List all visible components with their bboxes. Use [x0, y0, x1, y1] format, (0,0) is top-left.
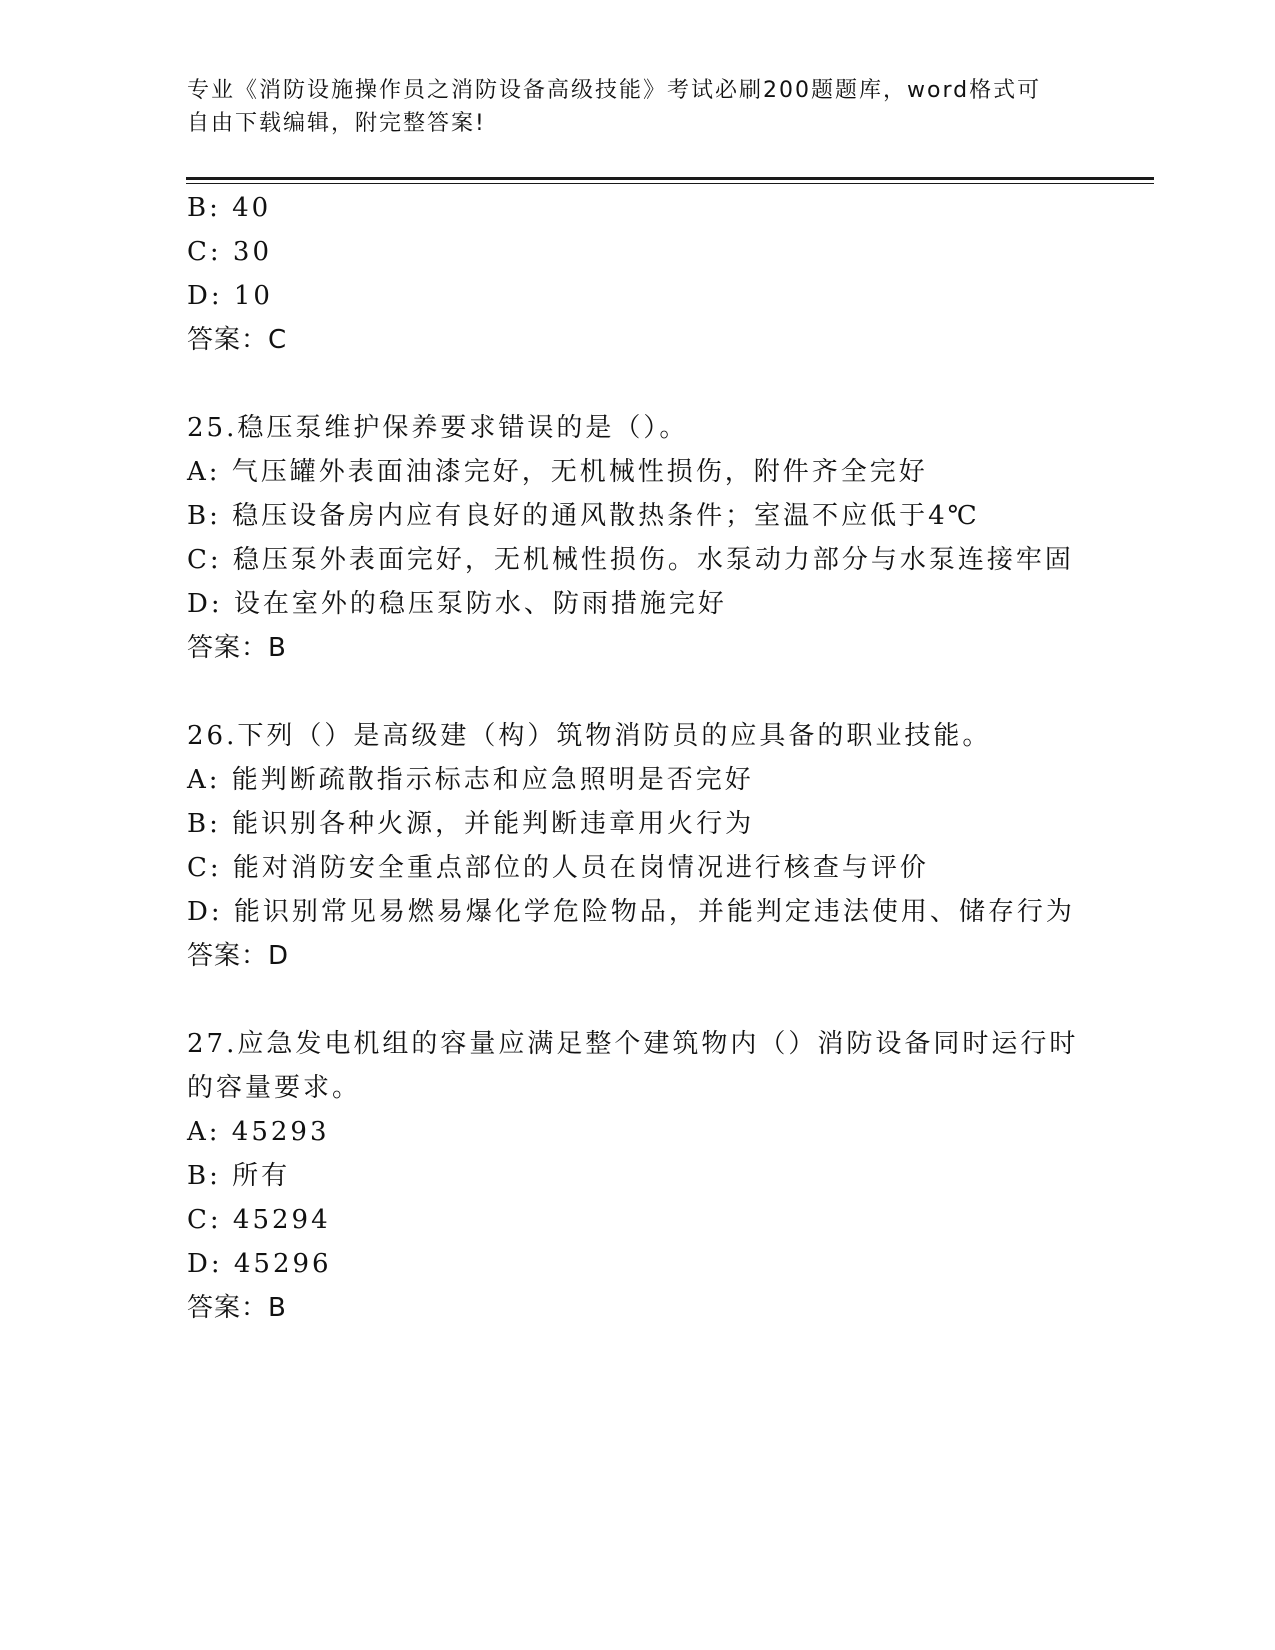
header-line-2: 自由下载编辑，附完整答案! [187, 111, 486, 136]
header-divider-thick [186, 177, 1154, 180]
q25-option-b: B: 稳压设备房内应有良好的通风散热条件；室温不应低于4℃ [187, 501, 980, 531]
header-line-1: 专业《消防设施操作员之消防设备高级技能》考试必刷200题题库，word格式可 [187, 78, 1042, 103]
q26-answer: 答案：D [187, 941, 290, 971]
q25-stem: 25.稳压泵维护保养要求错误的是（）。 [187, 413, 689, 443]
q27-answer: 答案：B [187, 1293, 287, 1323]
q27-option-b: B: 所有 [187, 1161, 291, 1191]
q26-option-a: A: 能判断疏散指示标志和应急照明是否完好 [187, 765, 754, 795]
q27-option-c: C: 45294 [187, 1205, 331, 1235]
q25-answer: 答案：B [187, 633, 287, 663]
q25-option-d: D: 设在室外的稳压泵防水、防雨措施完好 [187, 589, 727, 619]
q25-option-c: C: 稳压泵外表面完好，无机械性损伤。水泵动力部分与水泵连接牢固 [187, 545, 1074, 575]
q26-option-d: D: 能识别常见易燃易爆化学危险物品，并能判定违法使用、储存行为 [187, 897, 1075, 927]
q26-option-c: C: 能对消防安全重点部位的人员在岗情况进行核查与评价 [187, 853, 929, 883]
q24-option-c: C: 30 [187, 237, 273, 267]
q27-stem-line-2: 的容量要求。 [187, 1073, 362, 1103]
document-header [187, 74, 1067, 140]
q24-answer: 答案：C [187, 325, 288, 355]
q25-option-a: A: 气压罐外表面油漆完好，无机械性损伤，附件齐全完好 [187, 457, 928, 487]
q24-option-d: D: 10 [187, 281, 273, 311]
q26-stem: 26.下列（）是高级建（构）筑物消防员的应具备的职业技能。 [187, 721, 992, 751]
q27-option-a: A: 45293 [187, 1117, 330, 1147]
q26-option-b: B: 能识别各种火源，并能判断违章用火行为 [187, 809, 755, 839]
header-divider-thin [186, 183, 1154, 184]
q24-option-b: B: 40 [187, 193, 272, 223]
q27-stem-line-1: 27.应急发电机组的容量应满足整个建筑物内（）消防设备同时运行时 [187, 1029, 1079, 1059]
q27-option-d: D: 45296 [187, 1249, 332, 1279]
